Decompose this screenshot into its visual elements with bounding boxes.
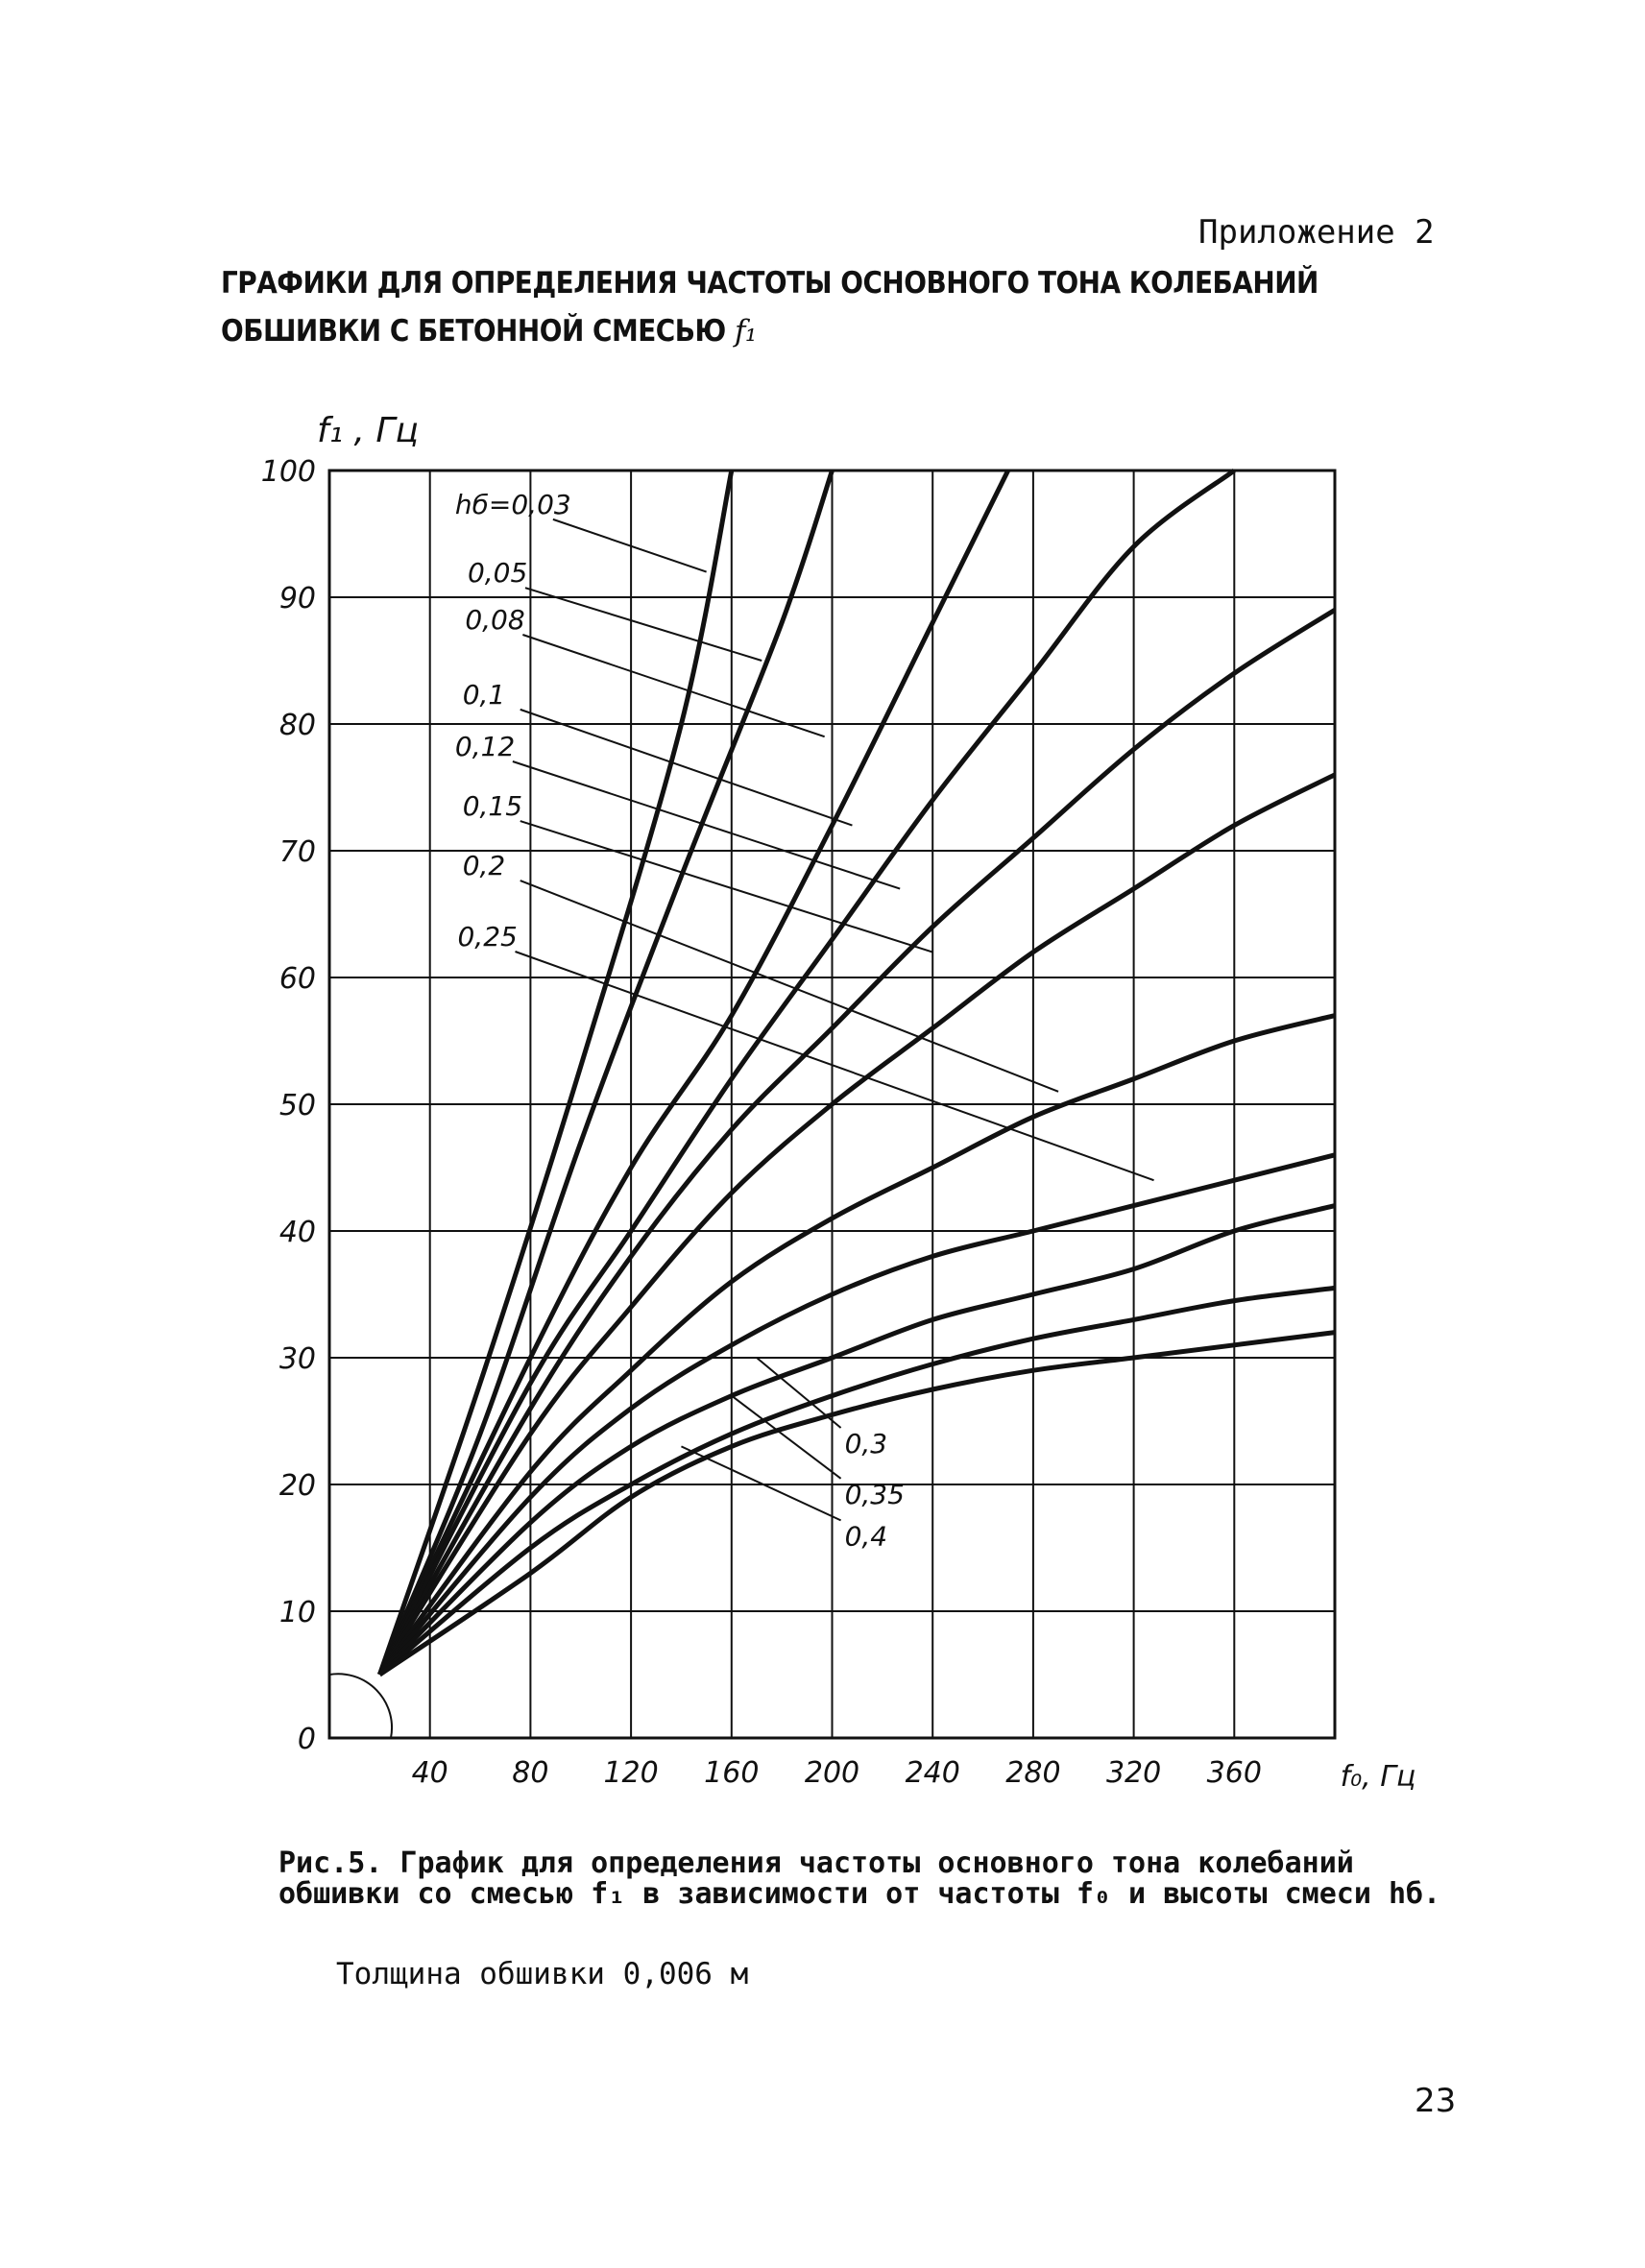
series-line: [379, 470, 1234, 1675]
leader-line: [513, 761, 900, 889]
x-tick-label: 200: [804, 1756, 860, 1790]
leader-line: [520, 710, 853, 826]
origin-arc: [329, 1674, 392, 1738]
tick-labels: [261, 455, 1416, 1794]
x-tick-label: 240: [905, 1756, 960, 1790]
x-tick-label: 80: [512, 1756, 549, 1790]
series-line: [379, 610, 1335, 1675]
y-tick-label: 40: [278, 1216, 316, 1249]
page-number: 23: [1415, 2082, 1457, 2120]
y-axis-label: f₁ , Гц: [317, 411, 419, 450]
series-label: 0,15: [462, 790, 523, 823]
x-tick-label: 360: [1206, 1756, 1262, 1790]
thickness-note: Толщина обшивки 0,006 м: [336, 1957, 749, 1991]
series-line: [379, 1155, 1335, 1675]
series-label: hб=0,03: [454, 488, 571, 520]
series-label: 0,35: [844, 1478, 905, 1510]
y-tick-label: 20: [278, 1469, 316, 1503]
series-label: 0,25: [457, 921, 518, 953]
appendix-label: Приложение 2: [1198, 213, 1435, 252]
y-tick-label: 90: [278, 582, 316, 615]
series-line: [379, 470, 832, 1675]
y-tick-label: 30: [278, 1342, 316, 1376]
series-label: 0,4: [844, 1520, 888, 1553]
y-tick-label: 100: [260, 455, 316, 489]
y-tick-label: 10: [278, 1596, 316, 1629]
leader-line: [681, 1446, 840, 1520]
x-tick-label: 280: [1005, 1756, 1061, 1790]
x-tick-label: 120: [603, 1756, 659, 1790]
leader-line: [525, 588, 762, 661]
y-tick-label: 50: [278, 1089, 316, 1122]
series-label: 0,05: [467, 557, 528, 590]
y-tick-label: 0: [297, 1723, 316, 1756]
x-tick-label: 40: [411, 1756, 448, 1790]
series-label: 0,3: [844, 1428, 888, 1460]
y-tick-label: 80: [278, 709, 316, 742]
y-tick-label: 60: [278, 962, 316, 996]
series-label: 0,12: [454, 731, 516, 762]
label-leader-lines: [513, 519, 1154, 1520]
x-tick-label: 160: [704, 1756, 760, 1790]
leader-line: [522, 635, 824, 736]
series-label: 0,1: [462, 678, 506, 711]
figure-caption: Рис.5. График для определения частоты основного тона колебаний обшивки со смесью f₁ в зависимости от частоты f₀ и высоты смеси hб.: [278, 1846, 1441, 1911]
series-line: [379, 470, 731, 1675]
y-tick-label: 70: [278, 835, 316, 869]
series-label: 0,08: [465, 604, 525, 636]
series-label: 0,2: [462, 850, 506, 882]
leader-line: [732, 1396, 841, 1479]
title-line-2-text: ОБШИВКИ С БЕТОННОЙ СМЕСЬЮ: [221, 314, 726, 349]
x-tick-label: 320: [1105, 1756, 1162, 1790]
title-line-1: ГРАФИКИ ДЛЯ ОПРЕДЕЛЕНИЯ ЧАСТОТЫ ОСНОВНОГО ТОНА КОЛЕБАНИЙ: [221, 266, 1318, 301]
title-symbol: f₁: [734, 314, 757, 349]
x-axis-label: f₀, Гц: [1340, 1760, 1416, 1794]
leader-line: [553, 519, 707, 572]
